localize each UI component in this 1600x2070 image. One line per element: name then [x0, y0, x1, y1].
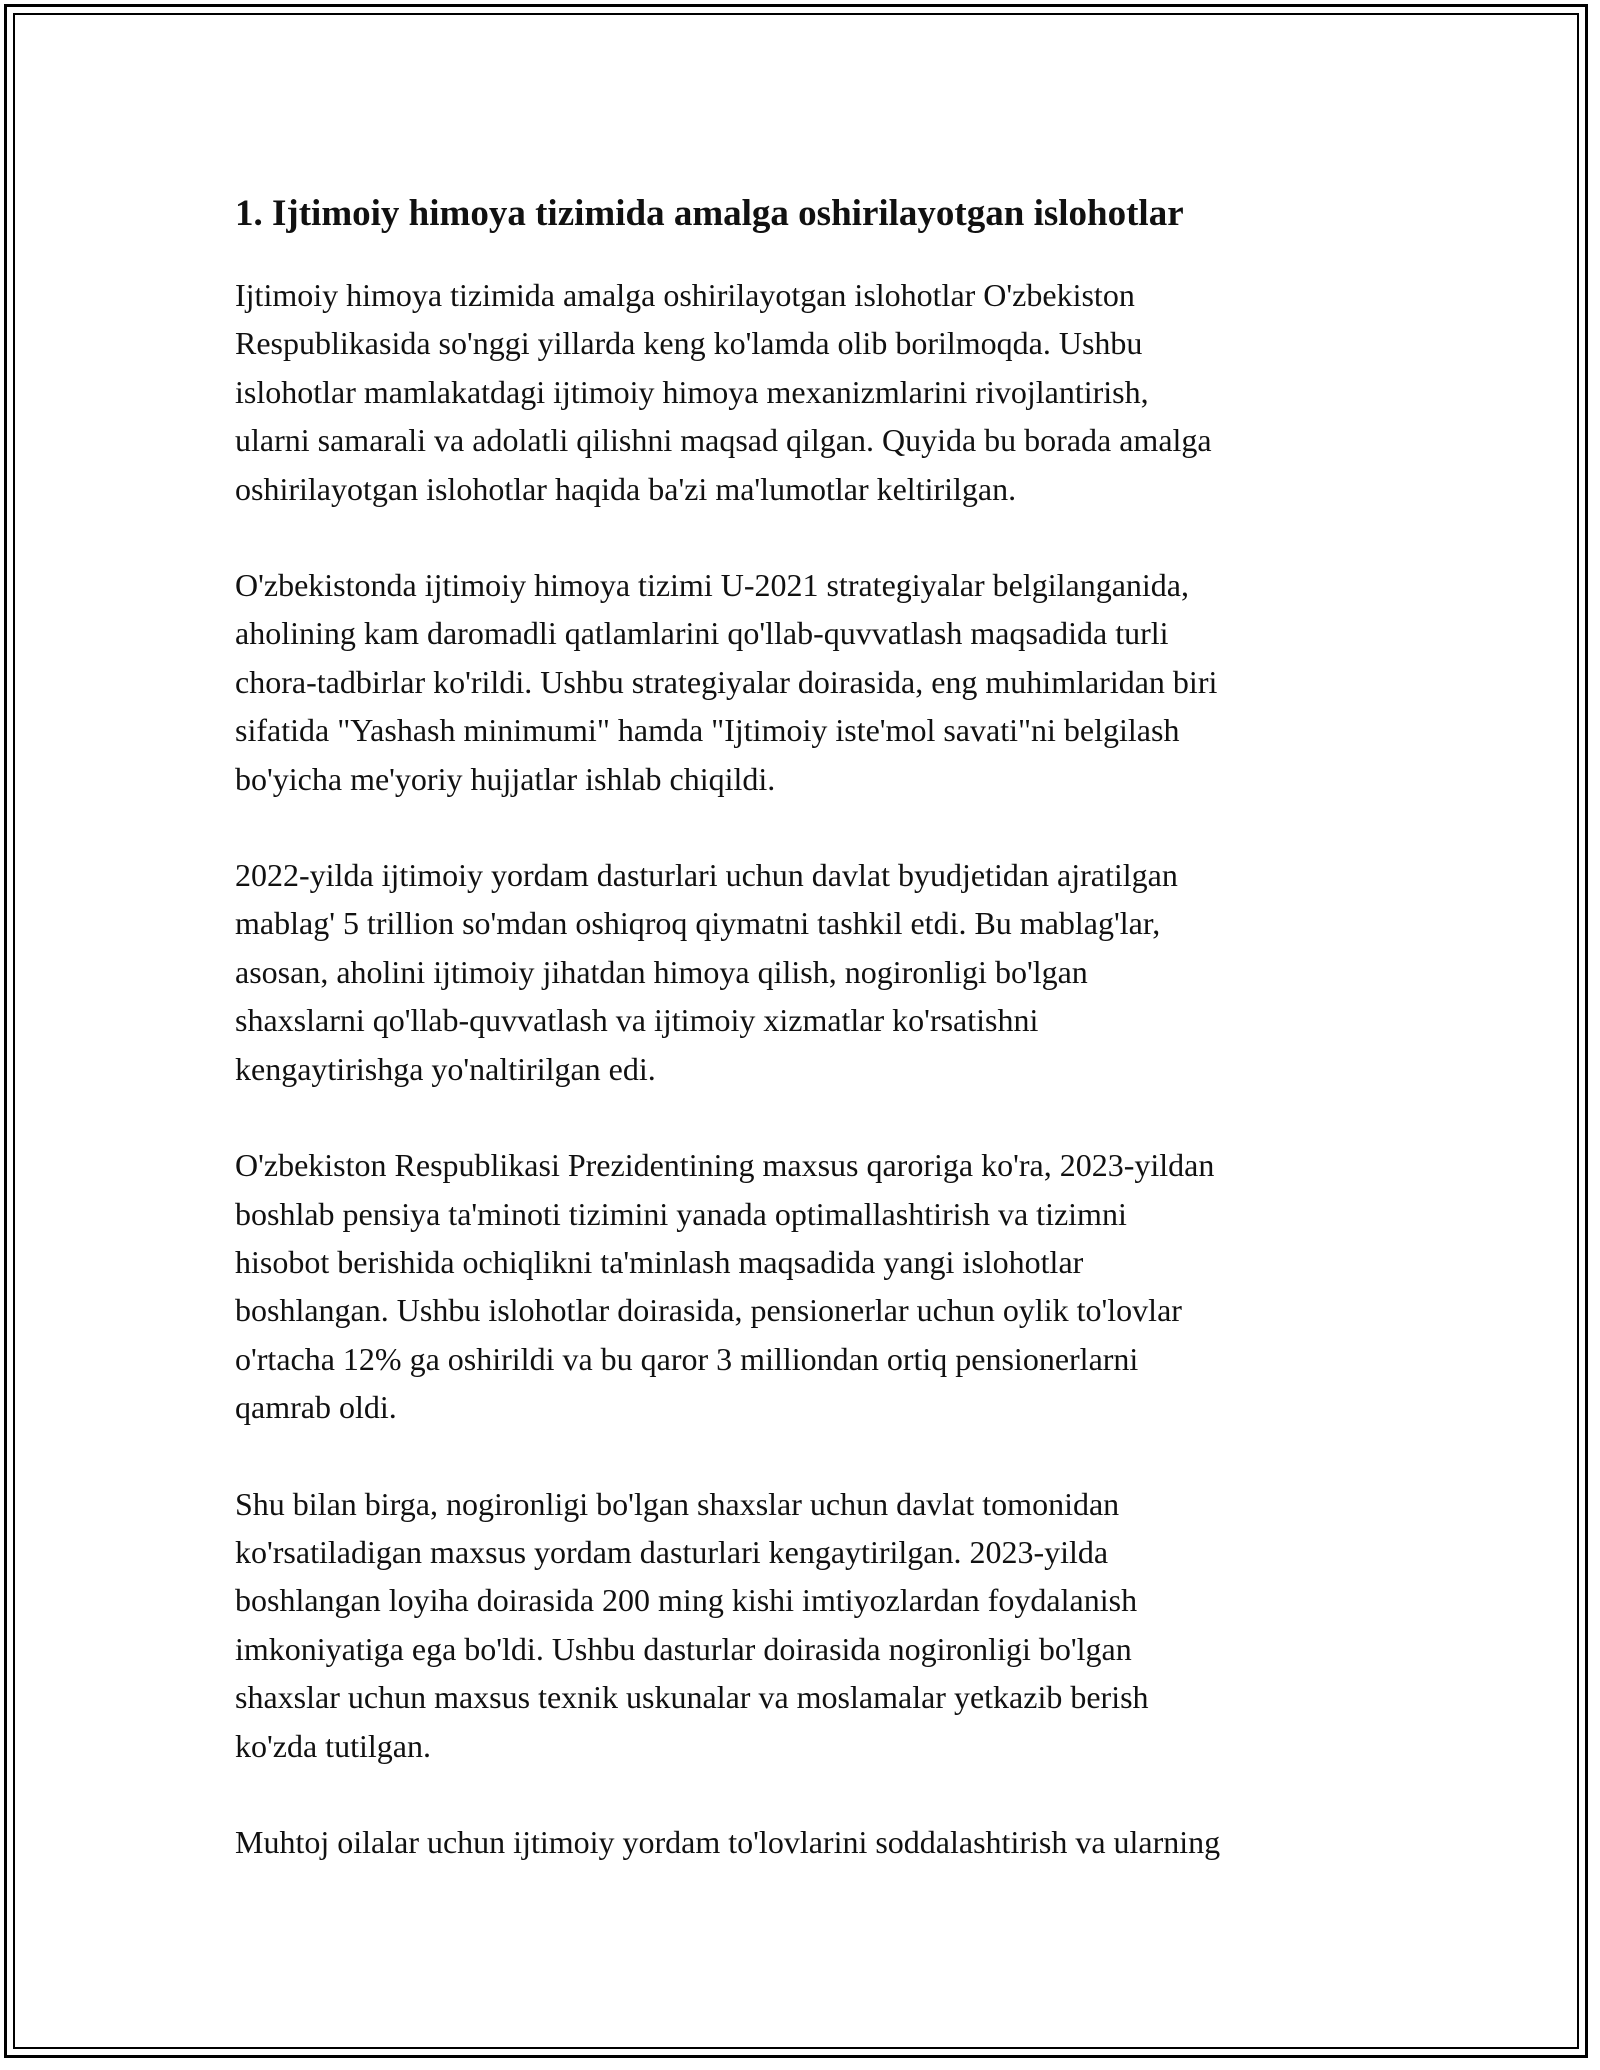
paragraph-3: 2022-yilda ijtimoiy yordam dasturlari uchun davlat byudjetidan ajratilgan mablag' 5 trillion so'mdan oshiqroq qiymatni tashkil etdi. Bu mablag'lar, asosan, aholini ijtimoiy jihatdan himoya qilish, nogironligi bo'lgan shaxslarni qo'llab-quvvatlash va ijtimoiy xizmatlar ko'rsatishni kengaytirishga yo'naltirilgan edi. [235, 857, 1178, 1087]
paragraph-4: O'zbekiston Respublikasi Prezidentining maxsus qaroriga ko'ra, 2023-yildan boshlab pensiya ta'minoti tizimini yanada optimallashtirish va tizimni hisobot berishida ochiqlikni ta'minlash maqsadida yangi islohotlar boshlangan. Ushbu islohotlar doirasida, pensionerlar uchun oylik to'lovlar o'rtacha 12% ga oshirildi va bu qaror 3 milliondan ortiq pensionerlarni qamrab oldi. [235, 1147, 1215, 1426]
paragraph-6: Muhtoj oilalar uchun ijtimoiy yordam to'lovlarini soddalashtirish va ularning [235, 1823, 1221, 1860]
paragraph-5: Shu bilan birga, nogironligi bo'lgan shaxslar uchun davlat tomonidan ko'rsatiladigan maxsus yordam dasturlari kengaytirilgan. 2023-yilda boshlangan loyiha doirasida 200 ming kishi imtiyozlardan foydalanish imkoniyatiga ega bo'ldi. Ushbu dasturlar doirasida nogironligi bo'lgan shaxslar uchun maxsus texnik uskunalar va moslamalar yetkazib berish ko'zda tutilgan. [235, 1485, 1149, 1764]
section-heading: 1. Ijtimoiy himoya tizimida amalga oshirilayotgan islohotlar [235, 193, 1184, 234]
document-body [235, 190, 1400, 1914]
paragraph-1: Ijtimoiy himoya tizimida amalga oshirilayotgan islohotlar O'zbekiston Respublikasida so'nggi yillarda keng ko'lamda olib borilmoqda. Ushbu islohotlar mamlakatdagi ijtimoiy himoya mexanizmlarini rivojlantirish, ularni samarali va adolatli qilishni maqsad qilgan. Quyida bu borada amalga oshirilayotgan islohotlar haqida ba'zi ma'lumotlar keltirilgan. [235, 277, 1212, 507]
paragraph-2: O'zbekistonda ijtimoiy himoya tizimi U-2021 strategiyalar belgilanganida, aholining kam daromadli qatlamlarini qo'llab-quvvatlash maqsadida turli chora-tadbirlar ko'rildi. Ushbu strategiyalar doirasida, eng muhimlaridan biri sifatida "Yashash minimumi" hamda "Ijtimoiy iste'mol savati"ni belgilash bo'yicha me'yoriy hujjatlar ishlab chiqildi. [235, 567, 1218, 797]
